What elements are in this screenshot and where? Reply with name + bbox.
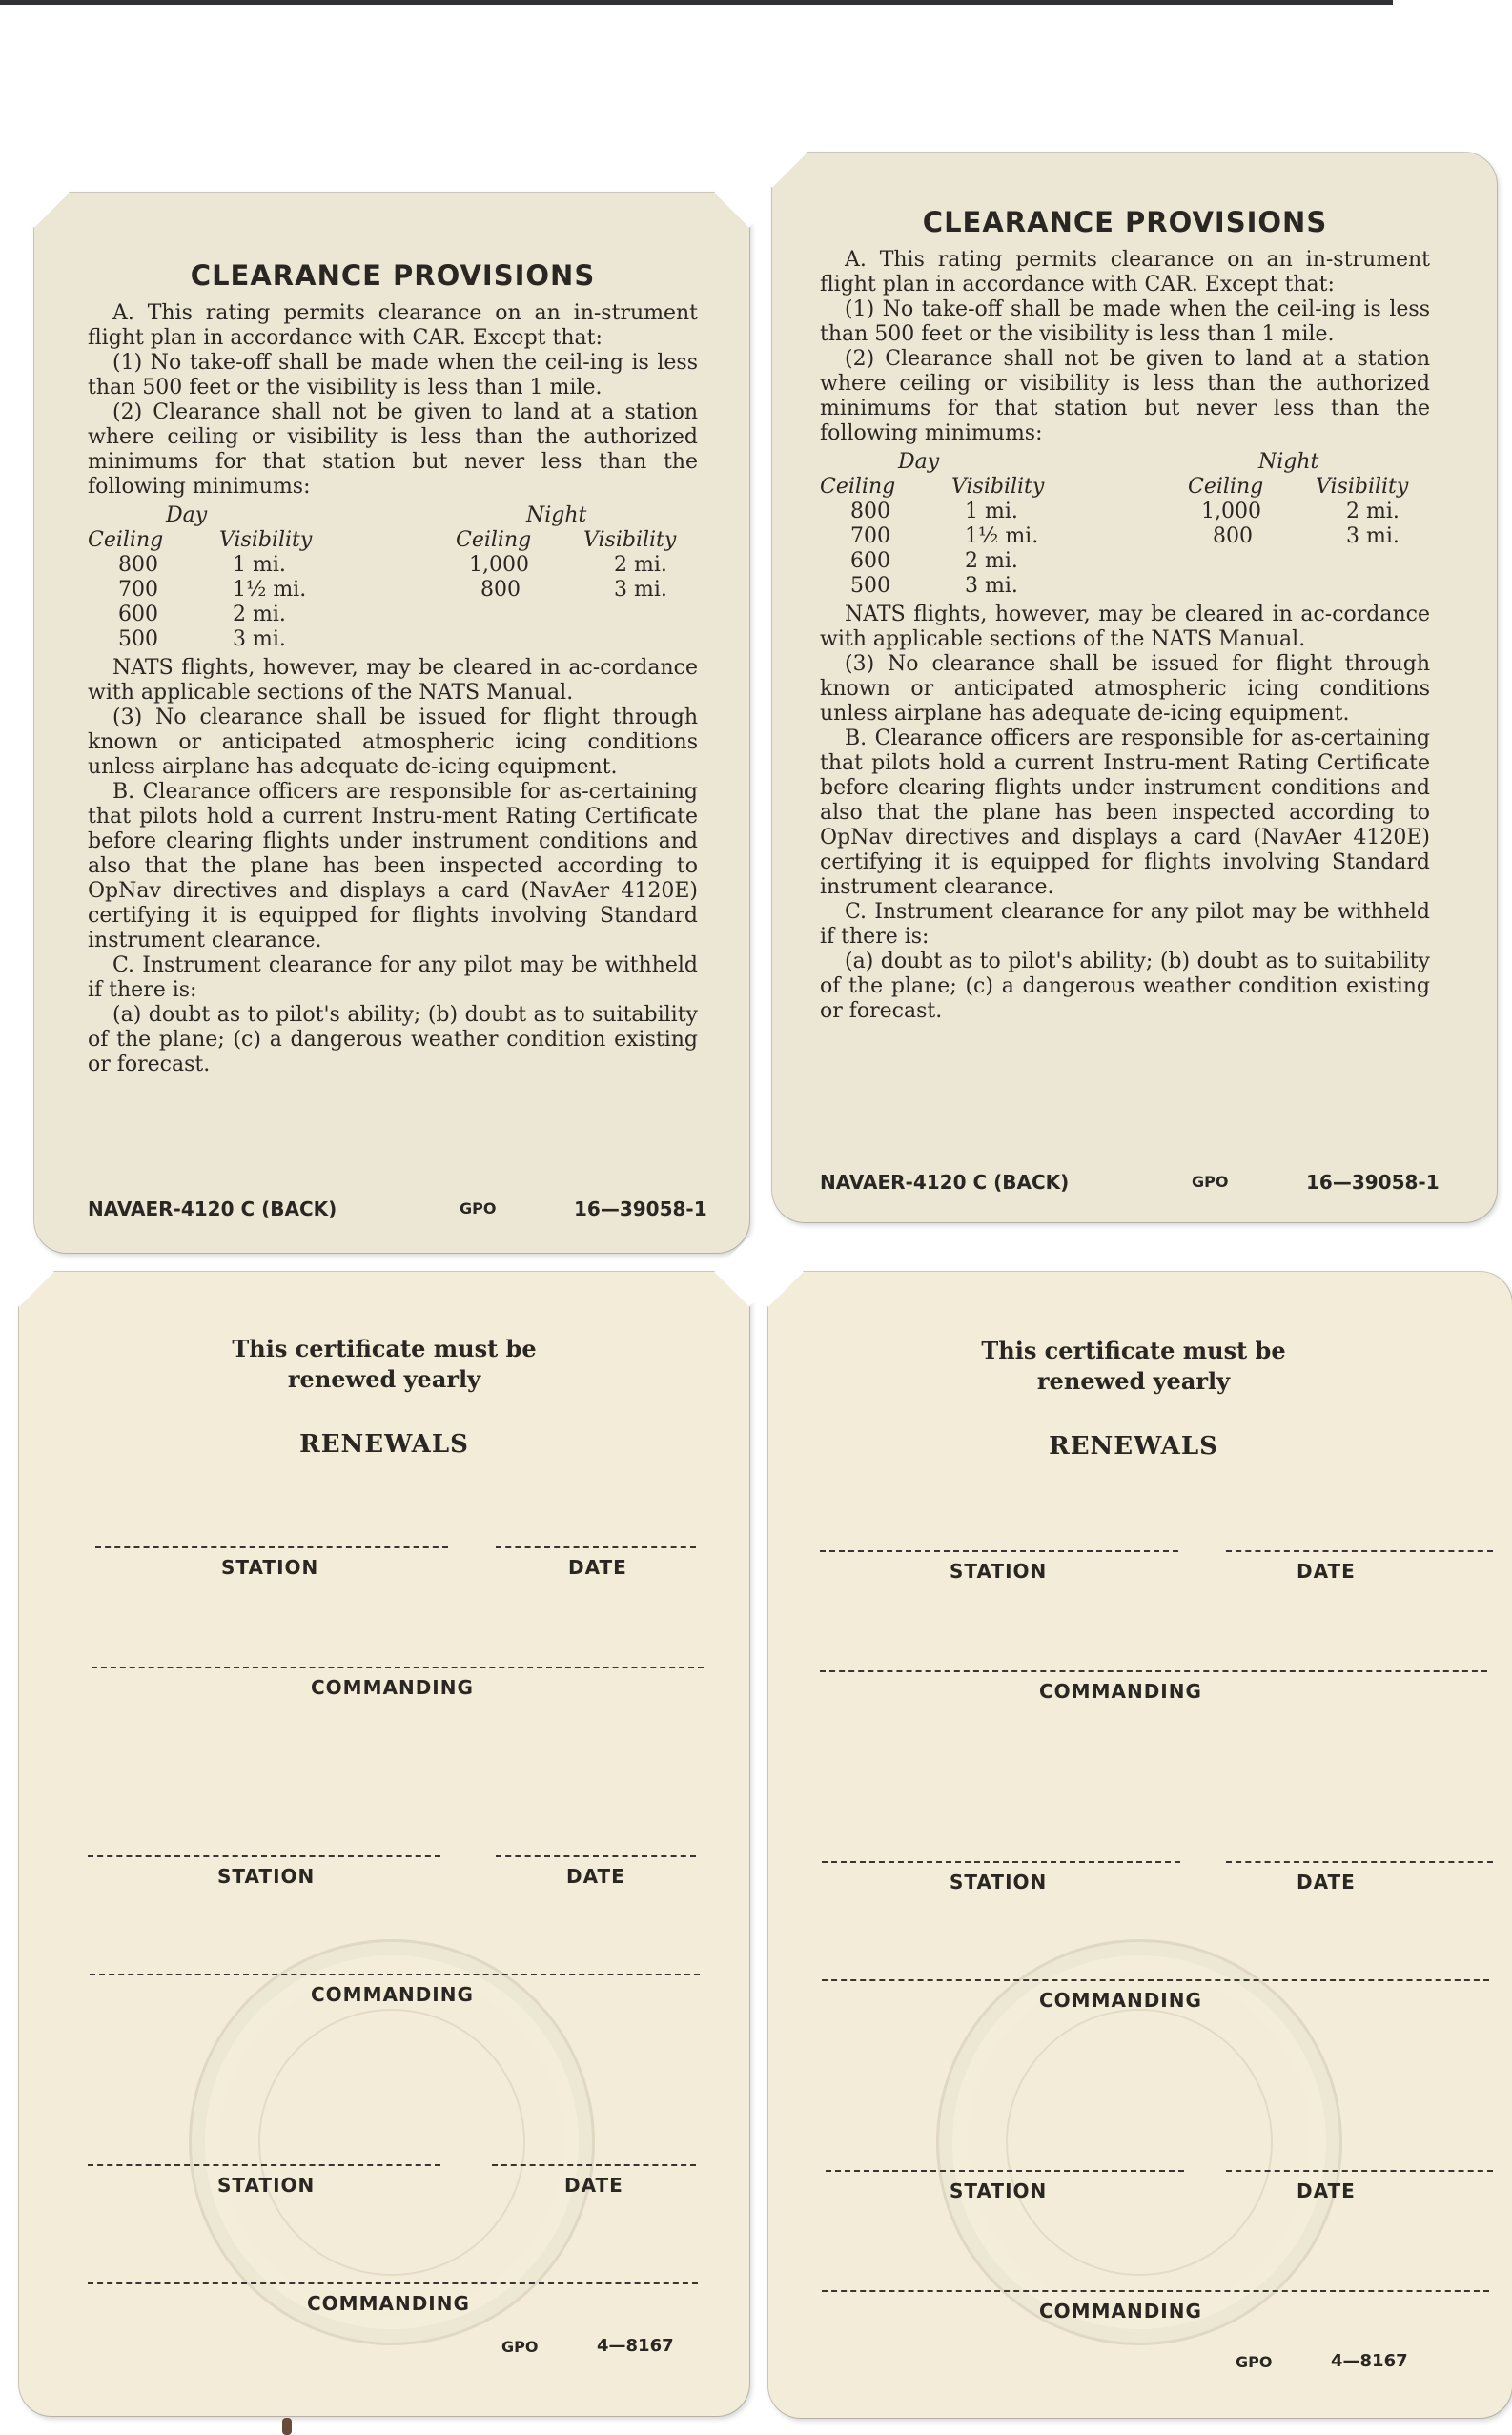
paragraph-c-items: (a) doubt as to pilot's ability; (b) doubt as to suitability of the plane; (c) a dangerous weather condition existing or forecast. [88,1003,698,1076]
date-label: DATE [568,1556,627,1579]
night-visibility-value: 2 mi. [1346,500,1400,523]
commanding-label: COMMANDING [1039,1989,1202,2012]
station-line [820,1550,1178,1552]
commanding-line [92,1667,704,1668]
station-line [822,1861,1180,1863]
day-ceiling-value: 800 [118,553,158,577]
day-ceiling-value: 600 [118,603,158,626]
station-label: STATION [221,1556,319,1579]
day-visibility-value: 1½ mi. [233,578,307,602]
form-code: NAVAER-4120 C (BACK) [88,1197,337,1220]
station-label: STATION [217,1865,316,1888]
night-ceiling-value: 800 [1213,524,1253,548]
date-line [496,1855,696,1857]
day-ceiling-value: 800 [850,500,890,523]
renewal-notice-line1: This certificate must be [232,1335,537,1362]
commanding-label: COMMANDING [1039,2300,1202,2322]
station-label: STATION [217,2174,316,2197]
clearance-card-left [34,193,749,1253]
date-label: DATE [1297,2179,1356,2202]
night-visibility-value: 2 mi. [614,553,667,577]
day-visibility-heading: Visibility [951,475,1045,499]
date-line [1226,2170,1493,2172]
commanding-line [820,1670,1487,1672]
paragraph-b: B. Clearance officers are responsible for as-certaining that pilots hold a current Instru-ment Rating Certificate before clearing flights under instrument conditions and also that the plane has been inspected according to OpNav directives and displays a card (NavAer 4120E) certifying it is equipped for flights involving Standard instrument clearance. [820,726,1430,899]
day-visibility-value: 3 mi. [233,627,286,651]
serial-number: 4—8167 [1331,2351,1408,2371]
day-heading: Day [166,503,208,527]
day-visibility-value: 2 mi. [233,603,286,626]
date-line [492,2164,696,2166]
paragraph-2: (2) Clearance shall not be given to land at a station where ceiling or visibility is less than the authorized minimums for that station but never less than the following minimums: [820,347,1430,445]
night-ceiling-heading: Ceiling [456,528,532,552]
day-ceiling-value: 700 [118,578,158,602]
day-visibility-value: 1 mi. [233,553,286,577]
date-line [1226,1550,1493,1552]
serial-number: 16—39058-1 [574,1197,707,1220]
serial-number: 16—39058-1 [1306,1171,1440,1194]
scanner-top-edge [0,0,1393,5]
night-visibility-value: 3 mi. [614,578,667,602]
renewals-heading: RENEWALS [299,1430,469,1459]
day-visibility-value: 1½ mi. [965,524,1039,548]
commanding-label: COMMANDING [1039,1680,1202,1703]
commanding-line [88,2282,698,2284]
paragraph-a: A. This rating permits clearance on an in-strument flight plan in accordance with CAR. Except that: [820,248,1430,297]
printer-code: GPO [1236,2353,1273,2371]
day-visibility-value: 1 mi. [965,500,1018,523]
card-footer [820,1171,1440,1197]
day-visibility-value: 2 mi. [965,549,1018,573]
date-label: DATE [1297,1560,1356,1583]
day-ceiling-value: 700 [850,524,890,548]
paragraph-c: C. Instrument clearance for any pilot may be withheld if there is: [820,900,1430,949]
form-code: NAVAER-4120 C (BACK) [820,1171,1070,1194]
card-tear-mark [282,2418,292,2435]
paragraph-a: A. This rating permits clearance on an in-strument flight plan in accordance with CAR. Except that: [88,301,698,350]
commanding-label: COMMANDING [307,2292,470,2315]
date-line [1226,1861,1493,1863]
paragraph-3: (3) No clearance shall be issued for flight through known or anticipated atmospheric icing conditions unless airplane has adequate de-icing equipment. [88,706,698,779]
night-visibility-heading: Visibility [583,528,677,552]
station-line [88,2164,440,2166]
paragraph-2: (2) Clearance shall not be given to land at a station where ceiling or visibility is less than the authorized minimums for that station but never less than the following minimums: [88,400,698,499]
printer-code: GPO [501,2338,539,2356]
renewal-notice-line2: renewed yearly [1036,1367,1231,1395]
night-ceiling-value: 1,000 [1201,500,1261,523]
night-heading: Night [1258,450,1319,474]
commanding-line [822,1979,1489,1981]
renewals-card-right [768,1272,1512,2418]
date-label: DATE [566,1865,625,1888]
serial-number: 4—8167 [597,2336,674,2356]
station-label: STATION [950,2179,1048,2202]
station-line [95,1546,448,1548]
paragraph-1: (1) No take-off shall be made when the ceil-ing is less than 500 feet or the visibility is less than 1 mile. [88,351,698,399]
day-ceiling-value: 500 [118,627,158,651]
commanding-label: COMMANDING [311,1983,474,2006]
paragraph-nats: NATS flights, however, may be cleared in ac-cordance with applicable sections of the NATS Manual. [820,603,1430,651]
station-label: STATION [950,1560,1048,1583]
night-ceiling-heading: Ceiling [1188,475,1264,499]
date-line [496,1546,696,1548]
night-ceiling-value: 800 [480,578,521,602]
night-ceiling-value: 1,000 [469,553,529,577]
day-visibility-heading: Visibility [219,528,313,552]
printer-code: GPO [1192,1173,1229,1191]
night-visibility-heading: Visibility [1316,475,1409,499]
station-line [88,1855,440,1857]
card-footer [88,1197,707,1224]
day-ceiling-value: 500 [850,574,890,598]
station-label: STATION [950,1871,1048,1893]
card-title: CLEARANCE PROVISIONS [922,206,1328,238]
renewals-card-left [19,1272,749,2416]
day-heading: Day [898,450,940,474]
night-heading: Night [526,503,587,527]
date-label: DATE [1297,1871,1356,1893]
minimums-table [820,450,1430,599]
commanding-line [90,1974,700,1975]
printer-code: GPO [460,1199,497,1218]
day-ceiling-heading: Ceiling [88,528,164,552]
paragraph-1: (1) No take-off shall be made when the ceil-ing is less than 500 feet or the visibility is less than 1 mile. [820,297,1430,346]
clearance-card-right [772,153,1497,1222]
renewal-notice-line2: renewed yearly [287,1365,481,1393]
renewals-heading: RENEWALS [1049,1432,1218,1461]
commanding-line [822,2290,1489,2292]
paragraph-c-items: (a) doubt as to pilot's ability; (b) doubt as to suitability of the plane; (c) a dangerous weather condition existing or forecast. [820,950,1430,1023]
paragraph-c: C. Instrument clearance for any pilot may be withheld if there is: [88,953,698,1002]
night-visibility-value: 3 mi. [1346,524,1400,548]
day-ceiling-heading: Ceiling [820,475,896,499]
day-visibility-value: 3 mi. [965,574,1018,598]
paragraph-3: (3) No clearance shall be issued for flight through known or anticipated atmospheric icing conditions unless airplane has adequate de-icing equipment. [820,652,1430,726]
card-title: CLEARANCE PROVISIONS [190,259,596,292]
commanding-label: COMMANDING [311,1676,474,1699]
paragraph-nats: NATS flights, however, may be cleared in ac-cordance with applicable sections of the NATS Manual. [88,656,698,705]
paragraph-b: B. Clearance officers are responsible for as-certaining that pilots hold a current Instru-ment Rating Certificate before clearing flights under instrument conditions and also that the plane has been inspected according to OpNav directives and displays a card (NavAer 4120E) certifying it is equipped for flights involving Standard instrument clearance. [88,780,698,952]
minimums-table [88,503,698,652]
station-line [826,2170,1184,2172]
day-ceiling-value: 600 [850,549,890,573]
date-label: DATE [564,2174,623,2197]
renewal-notice-line1: This certificate must be [981,1337,1286,1364]
